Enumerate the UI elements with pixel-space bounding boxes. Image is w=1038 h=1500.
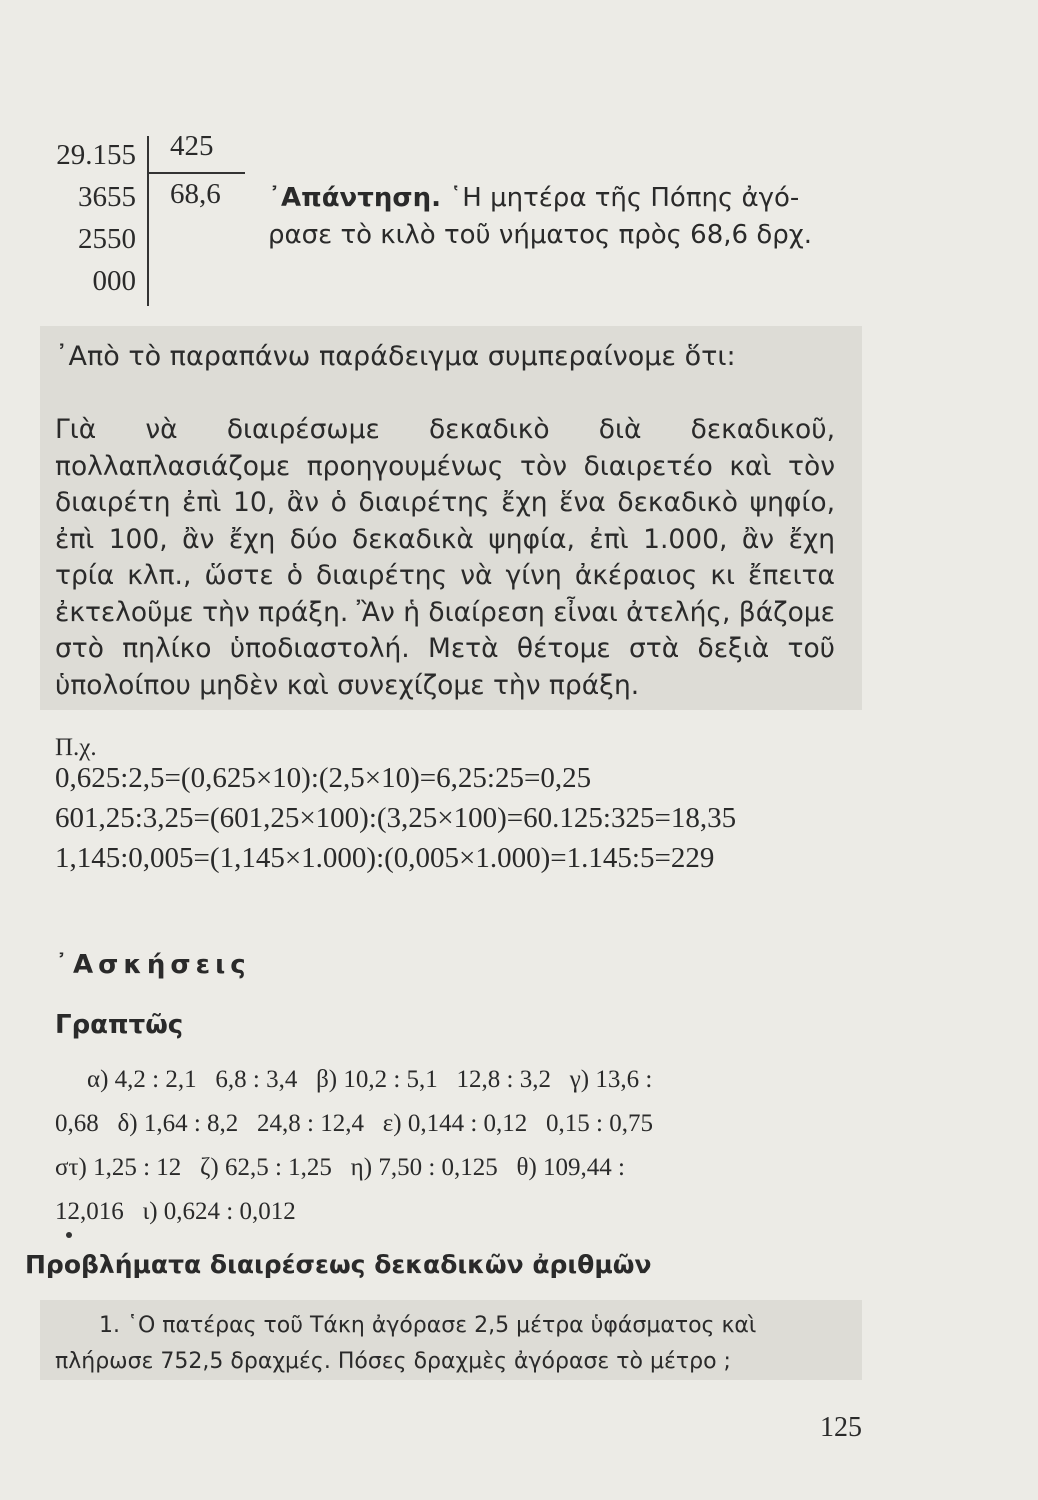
example-line-1: 0,625:2,5=(0,625×10):(2,5×10)=6,25:25=0,25 (55, 762, 592, 794)
divisor: 425 (170, 130, 214, 162)
intro-sentence: ᾿Απὸ τὸ παραπάνω παράδειγμα συμπεραίνομε ὅτι: (55, 341, 736, 372)
division-vertical-bar (147, 136, 149, 306)
exercises-heading: ᾿Ασκήσεις (55, 950, 251, 980)
division-horizontal-bar (147, 172, 245, 174)
quotient: 68,6 (170, 178, 221, 210)
exercise-row-4: 12,016 ι) 0,624 : 0,012 (55, 1198, 296, 1225)
division-rule-paragraph: Γιὰ νὰ διαιρέσωμε δεκαδικὸ διὰ δεκαδικοῦ, πολλαπλασιάζομε προηγουμένως τὸν διαιρετέο καὶ τὸν διαιρέτη ἐπὶ 10, ἂν ὁ διαιρέτης ἔχη ἕνα δεκαδικὸ ψηφίο, ἐπὶ 100, ἂν ἔχη δύο δεκαδικὰ ψηφία, ἐπὶ 1.000, ἂν ἔχη τρία κλπ., ὥστε ὁ διαιρέτης νὰ γίνη ἀκέραιος κι ἔπειτα ἐκτελοῦμε τὴν πράξη. Ἂν ἡ διαίρεση εἶναι ἀτελής, βάζομε στὸ πηλίκο ὑποδιαστολή. Μετὰ θέτομε στὰ δεξιὰ τοῦ ὑπολοίπου μηδὲν καὶ συνεχίζομε τὴν πράξη. (55, 414, 835, 701)
answer-paragraph (268, 180, 868, 254)
division-step-3: 000 (92, 265, 136, 297)
problems-heading: Προβλήματα διαιρέσεως δεκαδικῶν ἀριθμῶν (25, 1250, 652, 1279)
answer-text: ῾Η μητέρα τῆς Πόπης ἀγό- (449, 183, 800, 213)
exercise-list (55, 1058, 855, 1234)
example-line-3: 1,145:0,005=(1,145×1.000):(0,005×1.000)=1.145:5=229 (55, 842, 715, 874)
exercise-row-2: 0,68 δ) 1,64 : 8,2 24,8 : 12,4 ε) 0,144 : 0,12 0,15 : 0,75 (55, 1110, 653, 1137)
bullet-dot (66, 1232, 72, 1238)
page-number: 125 (820, 1412, 862, 1443)
exercise-row-1: α) 4,2 : 2,1 6,8 : 3,4 β) 10,2 : 5,1 12,8 : 3,2 γ) 13,6 : (87, 1066, 653, 1093)
long-division-left-column (24, 134, 136, 302)
problem-1-text: 1. ῾Ο πατέρας τοῦ Τάκη ἀγόρασε 2,5 μέτρα ὑφάσματος καὶ πλήρωσε 752,5 δραχμές. Πόσες δραχμὲς ἀγόρασε τὸ μέτρο ; (55, 1313, 757, 1374)
division-step-1: 3655 (78, 181, 136, 213)
problem-1 (55, 1308, 845, 1380)
answer-text-2: ρασε τὸ κιλὸ τοῦ νήματος πρὸς 68,6 δρχ. (268, 220, 813, 250)
dividend: 29.155 (56, 139, 136, 171)
example-line-2: 601,25:3,25=(601,25×100):(3,25×100)=60.125:325=18,35 (55, 802, 737, 834)
division-step-2: 2550 (78, 223, 136, 255)
example-label: Π.χ. (55, 734, 97, 761)
answer-label: ᾿Απάντηση. (268, 183, 441, 213)
exercise-row-3: στ) 1,25 : 12 ζ) 62,5 : 1,25 η) 7,50 : 0,125 θ) 109,44 : (55, 1154, 626, 1181)
written-heading: Γραπτῶς (55, 1010, 184, 1040)
